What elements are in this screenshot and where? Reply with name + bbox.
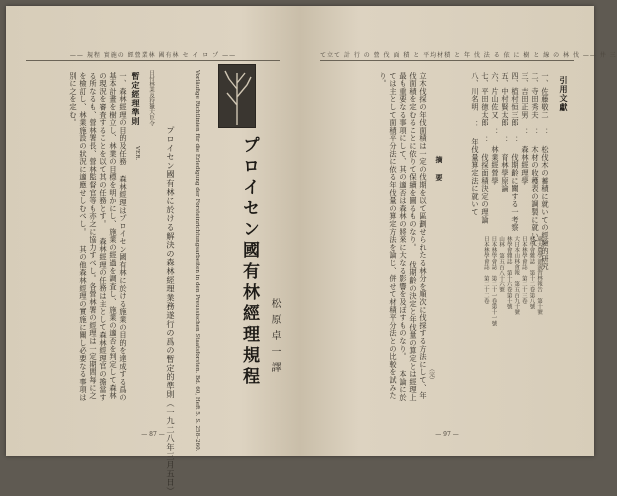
paragraph: 其の他森林經理の實施に關し必要なる事項は別に之を定む。: [69, 72, 88, 402]
right-head-rule: [320, 60, 574, 61]
paragraph: 森林經理はプロイセン國有林に於ける施業の目的を達成する爲の基本計畫を樹立し、林業の目標を明かにし、施業の經過を調査し、施業の適否を判定して森林の現況を審査することを以て其の任務とす。: [99, 72, 128, 402]
paragraph: 立木伐採の年伐面積は一定の伐期を以て區劃せられたる林分を順次に伐採する方法にして、年伐面積を定むることに依りて保續を圖るものなり。: [409, 72, 428, 400]
reference-item: 六、片山佐又 ： 林業經營學: [491, 72, 500, 185]
right-page-number: — 97 —: [435, 431, 459, 438]
reference-item: 三、吉田正男 ： 森林經理學: [521, 72, 530, 185]
paragraph: 森林經理の任務は主として森林經理官の擔當する所なるも、營林署長、營林監督官等も亦之に協力すべし。各營林署の經理は一定期間每に之を檢訂し、林業施設の狀況に適應せしむべし。: [79, 72, 108, 402]
reference-source: 日本林學會誌 第二十三卷: [520, 236, 527, 304]
reference-source: 日本林學會誌 第二十二卷: [482, 236, 489, 304]
left-page-number: — 87 —: [141, 431, 165, 438]
end-mark: （完）: [428, 366, 434, 383]
reference-source: 東大農學部演習林報告 第十號: [536, 236, 542, 315]
paragraph: 一、森林經理の目的及任務: [119, 72, 128, 166]
reference-item: 一、佐藤敬二 ： 松伐木の蓄積に就いての經驗的研究: [541, 72, 550, 271]
reference-source: 林學會雜誌 第十六卷第十號: [505, 236, 512, 310]
reference-source: 日本林學會誌 第二十一卷第十一號: [490, 236, 497, 326]
paragraph: 本論に於ては主として面積平分法に依る年伐量の算定方法を論じ、併せて材積平分法との比較を試みたり。: [379, 72, 408, 402]
article-title: プロイセン國有林經理規程: [239, 136, 259, 388]
reference-item: 八、川名明 ： 年伐量算定法に就いて: [471, 72, 480, 216]
reference-item: 七、平田徳太郎 ： 伐採面積決定の理論: [481, 72, 490, 224]
reference-source: 林學會雜誌 第十二卷第八號: [528, 236, 535, 310]
reference-sources: [472, 236, 542, 406]
reference-source: 大日本山林會報 第五百九十號: [513, 236, 520, 315]
right-page: [300, 6, 617, 456]
left-head-rule: [26, 60, 280, 61]
left-body: [30, 72, 128, 402]
german-source: Vorläufige Richtlinien für die Erledigung der Forsteinrichtungsarbeiten in den Preussischen Staatsforsten. Bd. 60, Heft 5. S. 258–260.: [194, 70, 200, 452]
section-sub: VER.: [134, 146, 140, 161]
reference-item: 四、植村恒三郎 ： 伐期齡に關する一考察: [511, 72, 520, 232]
left-running-head: —— 規程 實施の 經營業林 國有林 セ イ ロ プ ——: [69, 52, 237, 59]
reference-item: 五、中村賢太郎 ： 育林學原論: [501, 72, 510, 193]
references-heading: 引用文獻: [559, 76, 569, 112]
reference-source: 山林 第五百八十六號: [498, 236, 505, 293]
book-spread: [6, 6, 617, 496]
paragraph: 伐期齡の決定と年伐量の算定とは經理上最も重要なる事項にして、其の適否は森林の將來に大なる影響を及ぼすものなり。: [399, 72, 418, 402]
article-author: 松原卓一譯: [269, 298, 280, 378]
right-running-head: て立て 計 行 の 營 伐 面 積 と 平均材積 と 年 伐 法 る 依 に 樹 と 線 の 林 伐 —— 井 三: [320, 52, 617, 59]
right-body: [328, 72, 428, 402]
summary-heading: 摘 要: [435, 156, 444, 182]
reference-item: 二、寺田秀夫 ： 木材の收穫表の調製に就いて: [531, 72, 540, 248]
left-page: [6, 6, 300, 496]
article-subtitle: プロイセン國有林に於ける解決の森林經理業務遂行の爲の暫定的準則（一九二八年三月五日）: [166, 126, 176, 496]
tree-emblem: [218, 64, 256, 128]
tree-branch-icon: [219, 65, 255, 127]
section-heading: 暫定經理準則: [131, 72, 141, 126]
date-note: 日付林業及狩獵大臣令: [148, 70, 154, 126]
